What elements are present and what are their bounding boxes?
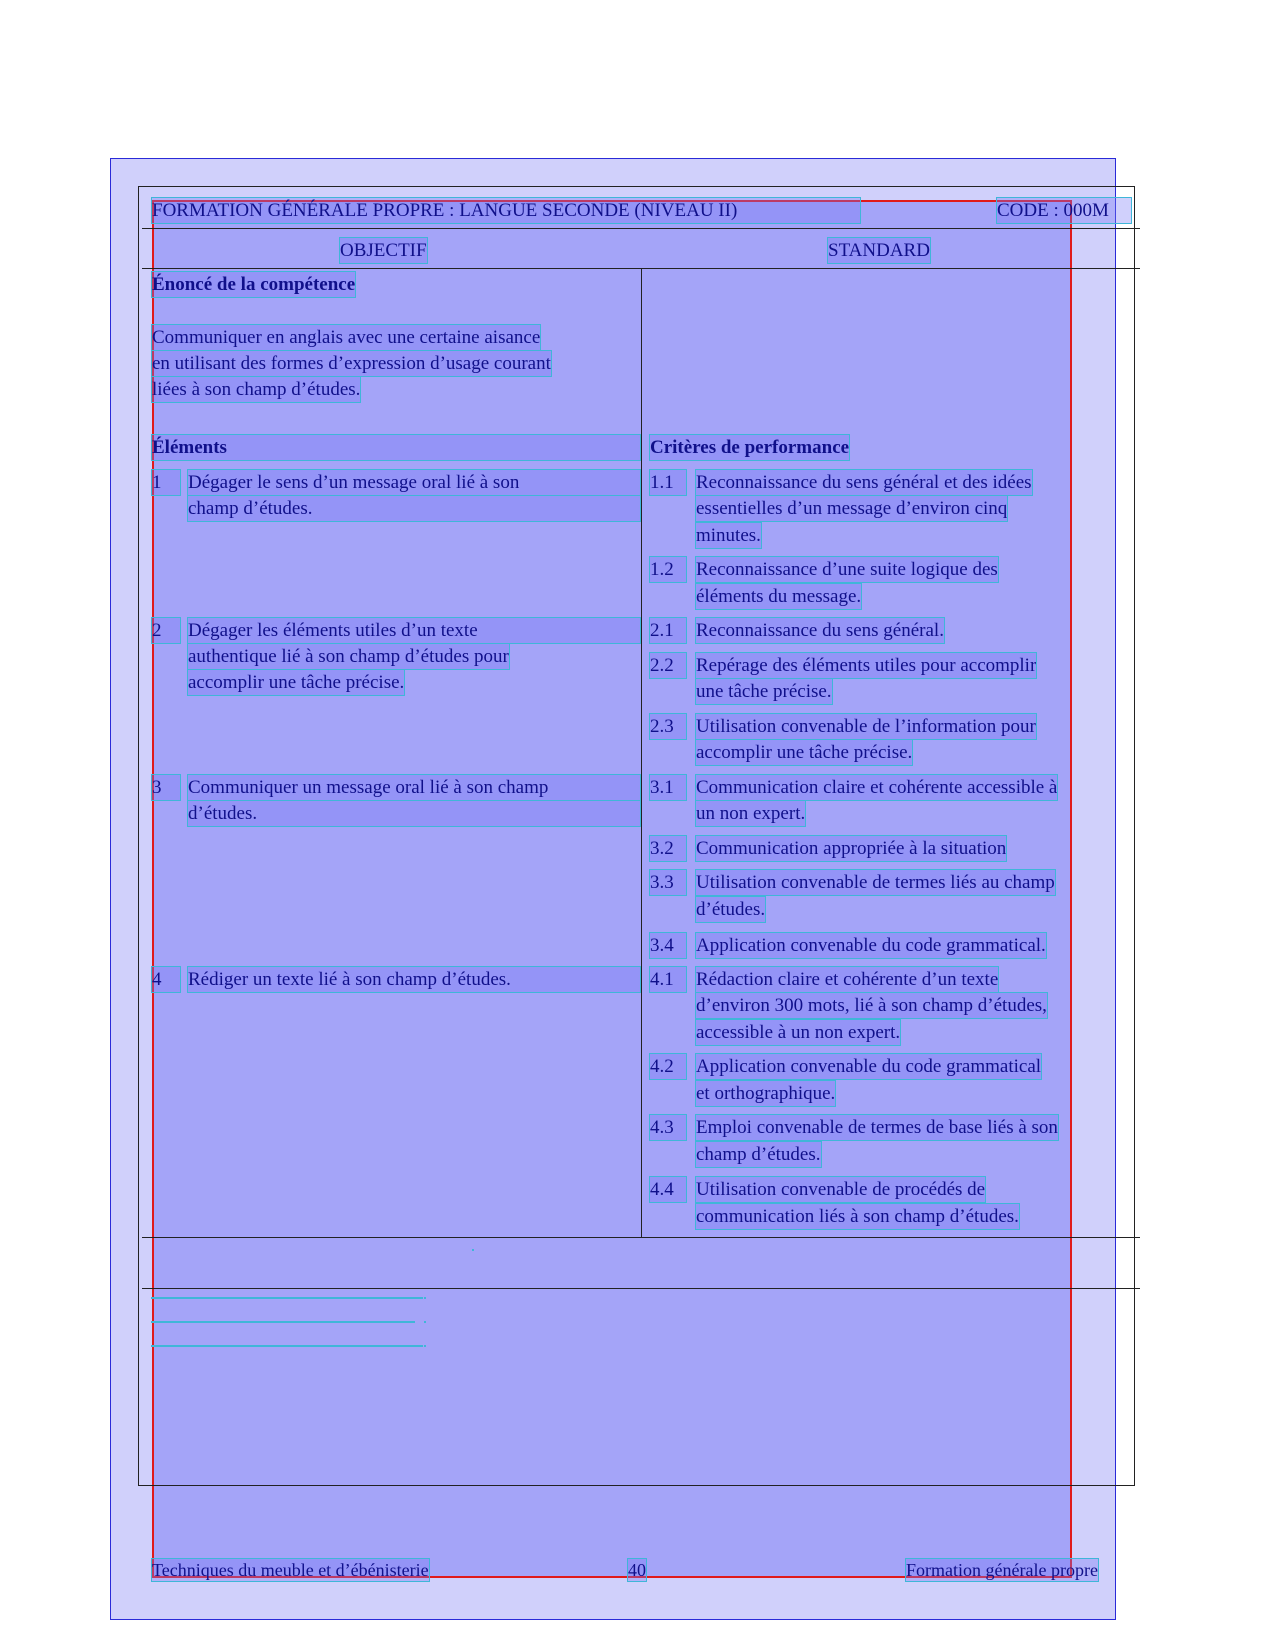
critere-number: 3.4: [650, 933, 686, 958]
element-3-line-1: Communiquer un message oral lié à son champ: [188, 775, 640, 800]
critere-number: 2.3: [650, 714, 686, 739]
footer-page-number: 40: [628, 1560, 646, 1580]
critere-number: 4.4: [650, 1177, 686, 1202]
critere-4-1-line-3: accessible à un non expert.: [696, 1022, 901, 1043]
critere-3-1-line-1: Communication claire et cohérente accessible à: [696, 777, 1058, 798]
element-1-line-1: Dégager le sens d’un message oral lié à son: [188, 470, 640, 495]
critere-2-2-line-2: une tâche précise.: [696, 681, 832, 702]
critere-4-3-line-1: Emploi convenable de termes de base liés à son: [696, 1117, 1058, 1138]
critere-number: 4.2: [650, 1054, 686, 1079]
document-title: FORMATION GÉNÉRALE PROPRE : LANGUE SECONDE (NIVEAU II): [152, 198, 860, 223]
critere-number: 4.3: [650, 1115, 686, 1140]
elements-heading: Éléments: [152, 435, 640, 460]
critere-number: 3.2: [650, 836, 686, 861]
critere-2-3-line-2: accomplir une tâche précise.: [696, 742, 913, 763]
critere-3-4-line-1: Application convenable du code grammatical.: [696, 935, 1046, 956]
critere-number: 1.2: [650, 557, 686, 582]
column-separator: [641, 268, 642, 1238]
critere-4-1-line-1: Rédaction claire et cohérente d’un texte: [696, 969, 999, 990]
critere-2-1-line-1: Reconnaissance du sens général.: [696, 620, 944, 641]
standard-heading: STANDARD: [828, 240, 930, 261]
critere-1-2-line-2: éléments du message.: [696, 586, 862, 607]
objectif-heading: OBJECTIF: [340, 240, 427, 261]
critere-number: 4.1: [650, 967, 686, 992]
element-number: 3: [152, 775, 180, 800]
critere-number: 3.3: [650, 870, 686, 895]
competence-heading: Énoncé de la compétence: [152, 274, 356, 295]
course-code: CODE : 000M: [997, 198, 1131, 223]
element-2-line-2: authentique lié à son champ d’études pour: [188, 646, 509, 667]
critere-3-3-line-2: d’études.: [696, 899, 766, 920]
footer-section: Formation générale propre: [906, 1560, 1098, 1580]
critere-2-3-line-1: Utilisation convenable de l’information pour: [696, 716, 1036, 737]
critere-number: 1.1: [650, 470, 686, 495]
critere-4-4-line-2: communication liés à son champ d’études.: [696, 1206, 1019, 1227]
activities-top-divider: [142, 1237, 1140, 1238]
element-1-line-2: champ d’études.: [188, 496, 640, 521]
element-2-line-1: Dégager les éléments utiles d’un texte: [188, 618, 640, 643]
competence-line-2: en utilisant des formes d’expression d’usage courant: [152, 353, 551, 374]
critere-1-1-line-1: Reconnaissance du sens général et des idées: [696, 472, 1032, 493]
competence-line-3: liées à son champ d’études.: [152, 379, 361, 400]
critere-4-4-line-1: Utilisation convenable de procédés de: [696, 1179, 986, 1200]
critere-4-3-line-2: champ d’études.: [696, 1144, 821, 1165]
element-number: 2: [152, 618, 180, 643]
critere-number: 2.1: [650, 618, 686, 643]
activities-bottom-divider: [142, 1288, 1140, 1289]
critere-3-2-line-1: Communication appropriée à la situation: [696, 838, 1007, 859]
critere-4-2-line-2: et orthographique.: [696, 1083, 836, 1104]
criteres-heading: Critères de performance: [650, 437, 850, 458]
element-4-line-1: Rédiger un texte lié à son champ d’études.: [188, 967, 640, 992]
element-2-line-3: accomplir une tâche précise.: [188, 672, 405, 693]
element-number: 1: [152, 470, 180, 495]
element-3-line-2: d’études.: [188, 801, 640, 826]
critere-3-3-line-1: Utilisation convenable de termes liés au champ: [696, 872, 1055, 893]
critere-1-1-line-2: essentielles d’un message d’environ cinq: [696, 498, 1008, 519]
header-divider: [142, 228, 1140, 229]
critere-number: 3.1: [650, 775, 686, 800]
critere-2-2-line-1: Repérage des éléments utiles pour accomplir: [696, 655, 1037, 676]
critere-3-1-line-2: un non expert.: [696, 803, 806, 824]
competence-line-1: Communiquer en anglais avec une certaine aisance: [152, 327, 541, 348]
critere-1-2-line-1: Reconnaissance d’une suite logique des: [696, 559, 998, 580]
critere-number: 2.2: [650, 653, 686, 678]
critere-4-1-line-2: d’environ 300 mots, lié à son champ d’études,: [696, 995, 1047, 1016]
element-number: 4: [152, 967, 180, 992]
critere-4-2-line-1: Application convenable du code grammatical: [696, 1056, 1042, 1077]
footer-program: Techniques du meuble et d’ébénisterie: [152, 1560, 429, 1580]
critere-1-1-line-3: minutes.: [696, 525, 761, 546]
